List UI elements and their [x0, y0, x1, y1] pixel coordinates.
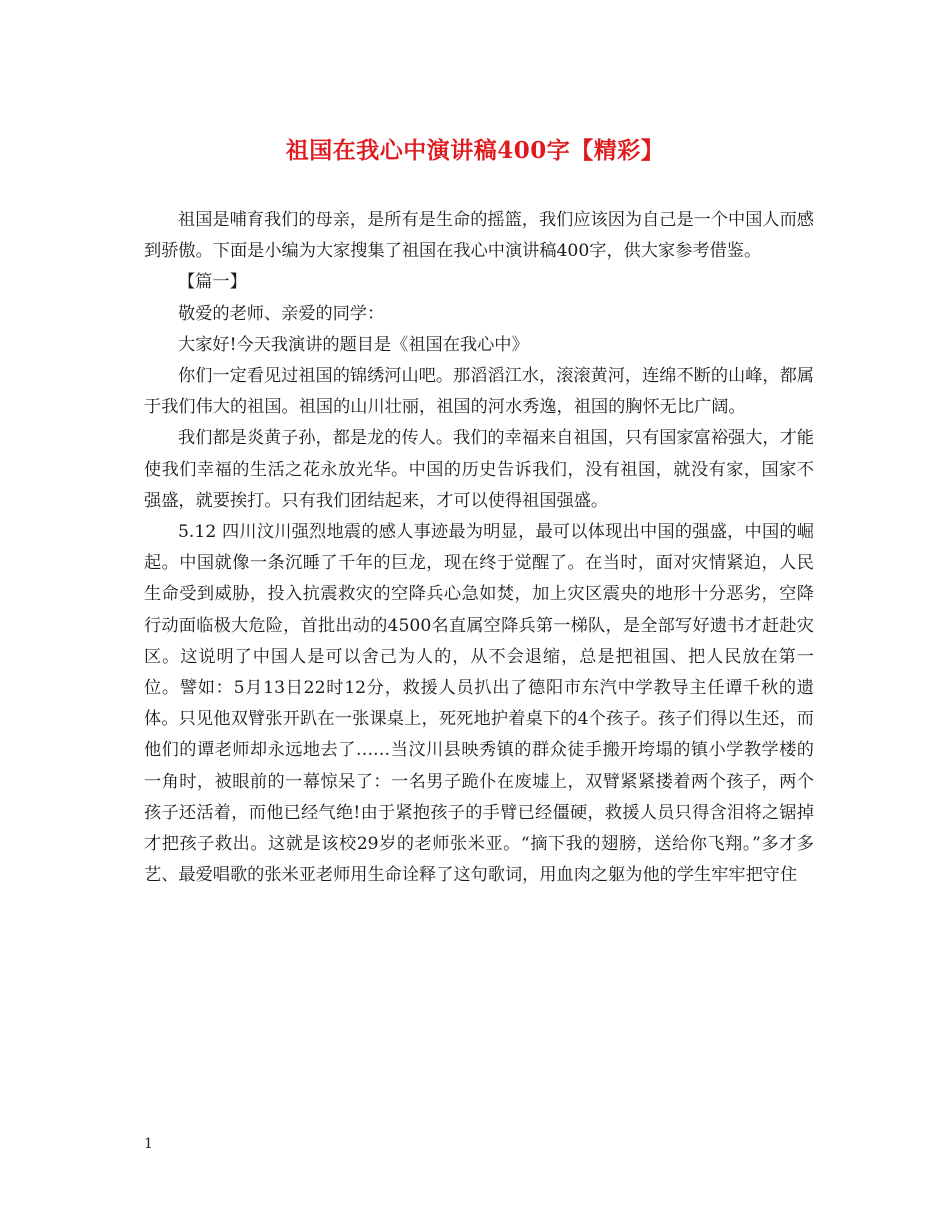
page-number: 1	[144, 1136, 153, 1152]
document-title: 祖国在我心中演讲稿400字【精彩】	[285, 137, 665, 164]
paragraph-greeting: 敬爱的老师、亲爱的同学：	[178, 303, 385, 324]
document-body	[144, 205, 814, 891]
paragraph-landscape: 你们一定看见过祖国的锦绣河山吧。那滔滔江水，滚滚黄河，连绵不断的山峰，都属于我们伟大的祖国。祖国的山川壮丽，祖国的河水秀逸，祖国的胸怀无比广阔。	[144, 366, 814, 418]
paragraph-topic: 大家好!今天我演讲的题目是《祖国在我心中》	[178, 334, 529, 355]
paragraph-earthquake: 5.12 四川汶川强烈地震的感人事迹最为明显，最可以体现出中国的强盛，中国的崛起。中国就像一条沉睡了千年的巨龙，现在终于觉醒了。在当时，面对灾情紧迫，人民生命受到威胁，投入抗震救灾的空降兵心急如焚，加上灾区震央的地形十分恶劣，空降行动面临极大危险，首批出动的4500名直属空降兵第一梯队，是全部写好遗书才赶赴灾区。这说明了中国人是可以舍己为人的，从不会退缩，总是把祖国、把人民放在第一位。譬如：5月13日22时12分，救援人员扒出了德阳市东汽中学教导主任谭千秋的遗体。只见他双臂张开趴在一张课桌上，死死地护着桌下的4个孩子。孩子们得以生还，而他们的谭老师却永远地去了……当汶川县映秀镇的群众徒手搬开垮塌的镇小学教学楼的一角时，被眼前的一幕惊呆了：一名男子跪仆在废墟上，双臂紧紧搂着两个孩子，两个孩子还活着，而他已经气绝!由于紧抱孩子的手臂已经僵硬，救援人员只得含泪将之锯掉才把孩子救出。这就是该校29岁的老师张米亚。“摘下我的翅膀，送给你飞翔。”多才多艺、最爱唱歌的张米亚老师用生命诠释了这句歌词，用血肉之躯为他的学生牢牢把守住	[144, 522, 814, 886]
paragraph-intro: 祖国是哺育我们的母亲，是所有是生命的摇篮，我们应该因为自己是一个中国人而感到骄傲。下面是小编为大家搜集了祖国在我心中演讲稿400字，供大家参考借鉴。	[144, 210, 814, 262]
paragraph-section-heading: 【篇一】	[178, 272, 247, 293]
paragraph-heritage: 我们都是炎黄子孙，都是龙的传人。我们的幸福来自祖国，只有国家富裕强大，才能使我们幸福的生活之花永放光华。中国的历史告诉我们，没有祖国，就没有家，国家不强盛，就要挨打。只有我们团结起来，才可以使得祖国强盛。	[144, 428, 814, 511]
